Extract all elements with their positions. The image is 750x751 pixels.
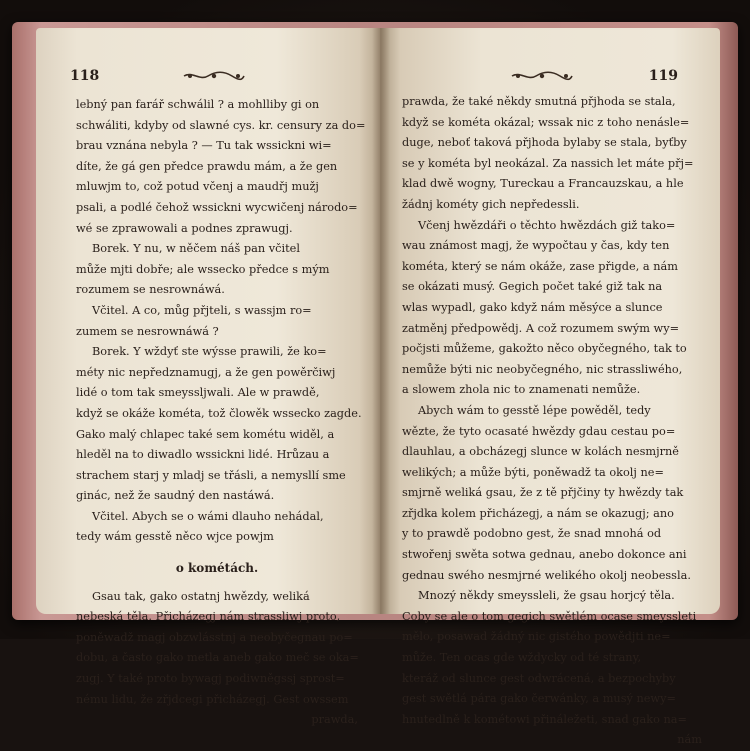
text-line: wězte, že tyto ocasaté hwězdy gdau cestau po= bbox=[402, 424, 676, 438]
text-line: nemůže býti nic neobyčegného, nic strassliwého, bbox=[402, 362, 683, 376]
text-line: se y kométa byl neokázal. Za nassich let máte přj= bbox=[402, 156, 694, 170]
book-gutter bbox=[372, 28, 390, 614]
text-line: strachem starj y mladj se třásli, a nemysllí sme bbox=[76, 468, 346, 482]
text-line: lebný pan farář schwálil ? a mohlliby gi on bbox=[76, 98, 320, 111]
text-line: rozumem se nesrownáwá. bbox=[76, 283, 225, 297]
text-line: welikých; a může býti, poněwadž ta okolj ne= bbox=[402, 465, 664, 479]
catchword: prawda, bbox=[311, 713, 358, 727]
text-line: zřjdka kolem přicházegj, a nám se okazugj; ano bbox=[402, 506, 674, 520]
text-line: Mnozý někdy smeyssleli, že gsau horjcý těla. bbox=[418, 589, 675, 603]
text-line: a slowem zhola nic to znamenati nemůže. bbox=[402, 383, 641, 397]
text-line: kteráž od slunce gest odwrácená, a bezpochyby bbox=[402, 671, 676, 685]
text-line: Borek. Y nu, w něčem náš pan včitel bbox=[92, 242, 300, 256]
text-line: gest swětlá pára gako čerwánky, a musý newy= bbox=[402, 692, 676, 706]
text-line: schwáliti, kdyby od slawné cys. kr. censury za do= bbox=[76, 118, 366, 132]
text-line: Abych wám to gesstě lépe powěděl, tedy bbox=[418, 403, 651, 417]
right-page-text bbox=[402, 92, 702, 751]
text-line: gednau swého nesmjrné welikého okolj neobessla. bbox=[402, 568, 691, 582]
text-line: může mjti dobře; ale wssecko předce s mým bbox=[76, 262, 330, 276]
text-line: Včitel. A co, můg přjteli, s wassjm ro= bbox=[92, 303, 312, 317]
text-line: wlas wypadl, gako když nám měsýce a slunce bbox=[402, 300, 663, 314]
text-line: Gako malý chlapec také sem kométu widěl, a bbox=[76, 427, 335, 441]
text-line: Gsau tak, gako ostatnj hwězdy, weliká bbox=[92, 589, 310, 603]
section-heading: o kométách. bbox=[175, 561, 259, 576]
text-line: hnutedlně k kométowi přináležeti, snad gako na= bbox=[402, 712, 687, 726]
text-line: dlauhlau, a obcházegj slunce w kolách nesmjrně bbox=[402, 445, 679, 459]
text-line: Borek. Y wždyť ste wýsse prawili, že ko= bbox=[92, 345, 327, 359]
text-line: dobu, a často gako metla aneb gako meč se oka= bbox=[76, 651, 359, 665]
text-line: žádnj kométy gich nepředessli. bbox=[402, 197, 580, 211]
text-line: méty nic nepředznamugj, a že gen powěrčiwj bbox=[76, 365, 336, 379]
ornament-icon bbox=[510, 70, 574, 82]
text-line: tedy wám gesstě něco wjce powjm bbox=[76, 530, 274, 544]
text-line: poněwadž magj obzwlásstnj a neobyčegnau po= bbox=[76, 630, 353, 644]
text-line: když se kométa okázal; wssak nic z toho nenásle= bbox=[402, 115, 690, 129]
text-line: zugj. Y také proto bywagj podiwněgssj sprost= bbox=[76, 672, 345, 686]
text-line: wau známost magj, že wypočtau y čas, kdy ten bbox=[402, 239, 670, 253]
text-line: může. Ten ocas gde wždycky od té strany, bbox=[402, 651, 642, 665]
text-line: Coby se ale o tom gegich swětlém ocase smeyssleti bbox=[402, 609, 697, 623]
text-line: zatměnj předpowědj. A což rozumem swým wy= bbox=[402, 321, 680, 335]
text-line: mluwjm to, což potud včenj a maudřj mužj bbox=[76, 180, 319, 194]
text-line: počjsti můžeme, gakožto něco obyčegného, tak to bbox=[402, 342, 687, 356]
text-line: díte, že gá gen předce prawdu mám, a že gen bbox=[76, 159, 338, 173]
left-page-number: 118 bbox=[70, 68, 100, 84]
text-line: mělo, posawad žádný nic gistého powědjti ne= bbox=[402, 630, 671, 644]
text-line: prawda, že také někdy smutná přjhoda se stala, bbox=[402, 95, 676, 108]
right-page-number: 119 bbox=[648, 68, 678, 84]
text-line: se okázati musý. Gegich počet také giž tak na bbox=[402, 280, 663, 294]
text-line: nebeská těla. Přicházegj nám strassliwj proto, bbox=[76, 610, 341, 624]
text-line: stwořenj swěta sotwa gednau, anebo dokonce ani bbox=[402, 548, 687, 562]
text-line: smjrně weliká gsau, že z tě přjčiny ty hwězdy tak bbox=[402, 486, 684, 500]
text-line: Včitel. Abych se o wámi dlauho nehádal, bbox=[92, 509, 324, 523]
text-line: Včenj hwězdáři o těchto hwězdách giž tako= bbox=[418, 218, 676, 232]
ornament-icon bbox=[182, 70, 246, 82]
text-line: y to prawdě podobno gest, že snad mnohá od bbox=[402, 527, 662, 541]
text-line: nému lidu, že zřjdcegi přicházegj. Gest owssem bbox=[76, 692, 349, 706]
left-page bbox=[36, 28, 380, 727]
text-line: wé se zprawowali a podnes zprawugj. bbox=[76, 221, 293, 235]
text-line: lidé o tom tak smeyssljwali. Ale w prawdě, bbox=[76, 386, 320, 400]
text-line: brau vznána nebyla ? — Tu tak wssickni wi= bbox=[76, 139, 332, 153]
text-line: ginác, než že saudný den nastáwá. bbox=[76, 489, 275, 503]
text-line: hleděl na to diwadlo wssickni lidé. Hrůzau a bbox=[76, 448, 330, 462]
catchword: nám bbox=[677, 733, 702, 747]
text-line: klad dwě wogny, Tureckau a Francauzskau, a hle bbox=[402, 177, 684, 191]
text-line: kométa, který se nám okáže, zase přigde, a nám bbox=[402, 259, 678, 273]
text-line: duge, neboť taková přjhoda bylaby se stala, byťby bbox=[402, 136, 687, 150]
right-page bbox=[380, 28, 720, 747]
text-line: zumem se nesrownáwá ? bbox=[76, 324, 219, 338]
left-page-text bbox=[76, 95, 366, 731]
text-line: když se okáže kométa, tož člowěk wssecko zagde. bbox=[76, 406, 362, 420]
text-line: psali, a podlé čehož wssickni wycwičenj národo= bbox=[76, 200, 358, 214]
